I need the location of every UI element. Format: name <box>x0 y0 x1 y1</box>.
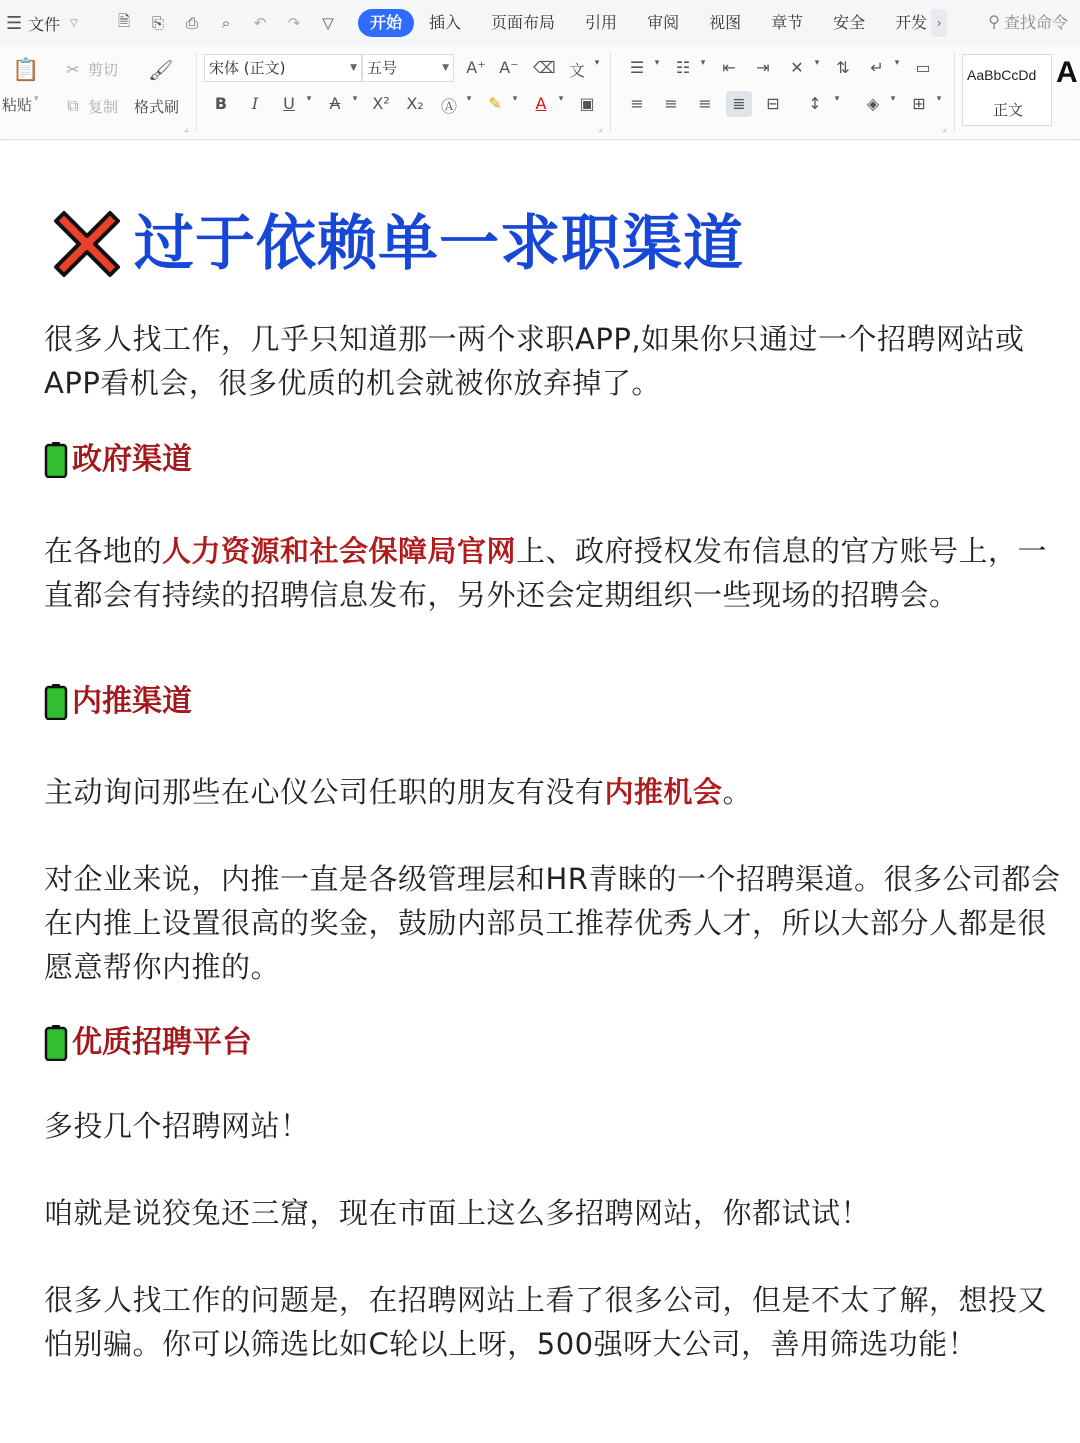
ribbon-tabs <box>358 9 947 37</box>
print-icon[interactable]: ⎙ <box>185 14 198 32</box>
clipboard-launcher-icon[interactable]: ⌟ <box>184 124 189 134</box>
chevron-down-icon[interactable]: ▾ <box>352 94 358 104</box>
command-search[interactable] <box>988 10 1068 33</box>
hamburger-icon: ☰ <box>6 12 23 34</box>
quick-access-dropdown-icon[interactable]: ▽ <box>322 14 334 32</box>
file-menu[interactable] <box>0 12 100 35</box>
document-title: 过于依赖单一求职渠道 <box>134 209 744 279</box>
section-heading-label: 优质招聘平台 <box>72 1025 252 1060</box>
text-effects-icon[interactable]: Ⓐ <box>440 97 457 116</box>
section-heading-label: 政府渠道 <box>72 442 192 477</box>
align-center-icon[interactable]: ≡ <box>664 94 678 113</box>
style-name: 正文 <box>992 101 1023 119</box>
phonetic-guide-icon[interactable]: 文 <box>568 61 585 80</box>
document-title-row <box>50 207 744 281</box>
quick-access-toolbar <box>114 11 338 36</box>
paragraph-text: 在各地的 <box>44 534 163 568</box>
battery-icon <box>44 684 68 720</box>
chevron-down-icon[interactable]: ▾ <box>700 58 706 68</box>
highlight-text: 内推机会 <box>604 775 723 809</box>
numbered-list-icon[interactable]: ☷ <box>675 58 691 77</box>
align-left-icon[interactable]: ≡ <box>630 94 644 113</box>
paste-icon[interactable]: 📋 <box>12 58 40 83</box>
borders-icon[interactable]: ⊞ <box>912 94 926 113</box>
character-border-icon[interactable]: ▣ <box>579 94 595 113</box>
style-normal[interactable] <box>962 54 1052 126</box>
underline-button[interactable]: U <box>283 94 295 113</box>
chevron-down-icon[interactable]: ▾ <box>814 58 820 68</box>
chevron-down-icon[interactable]: ▾ <box>512 94 518 104</box>
platforms-paragraph-1: 多投几个招聘网站！ <box>44 1109 310 1143</box>
tab-page-layout[interactable]: 页面布局 <box>491 13 556 32</box>
ribbon-divider <box>610 52 611 132</box>
section-heading-government <box>44 440 192 480</box>
print-preview-icon[interactable]: ⌕ <box>221 14 231 32</box>
undo-icon[interactable]: ↶ <box>253 14 267 32</box>
chevron-down-icon: ▽ <box>70 17 78 29</box>
copy-icon: ⧉ <box>67 96 79 115</box>
government-paragraph <box>44 529 1074 617</box>
format-painter-button[interactable]: 格式刷 <box>134 98 180 116</box>
tab-developer[interactable]: 开发 <box>895 13 928 32</box>
ruler-icon[interactable]: ▭ <box>915 58 931 77</box>
tab-sections[interactable]: 章节 <box>771 13 804 32</box>
decrease-indent-icon[interactable]: ⇤ <box>722 58 736 77</box>
intro-paragraph: 很多人找工作，几乎只知道那一两个求职APP,如果你只通过一个招聘网站或APP看机会，很多优质的机会就被你放弃掉了。 <box>44 322 1025 400</box>
bold-button[interactable]: B <box>214 94 228 113</box>
chevron-down-icon[interactable]: ▾ <box>654 58 660 68</box>
tab-insert[interactable]: 插入 <box>429 13 462 32</box>
sort-icon[interactable]: ⇅ <box>836 58 850 77</box>
section-heading-referral <box>44 682 192 722</box>
cross-mark-icon <box>50 207 124 281</box>
chinese-layout-icon[interactable]: ✕ <box>790 58 804 77</box>
ribbon-divider <box>196 52 197 132</box>
tab-review[interactable]: 审阅 <box>647 13 680 32</box>
chevron-down-icon: ▼ <box>442 63 449 73</box>
paste-button[interactable]: 粘贴 <box>2 96 33 114</box>
command-search-label: 查找命令 <box>1003 13 1068 32</box>
tab-home[interactable]: 开始 <box>358 9 414 37</box>
tab-references[interactable]: 引用 <box>585 13 618 32</box>
search-icon: ⚲ <box>988 12 1000 31</box>
clear-format-icon[interactable]: ⌫ <box>533 58 556 77</box>
italic-button[interactable]: I <box>251 94 259 113</box>
highlight-text: 人力资源和社会保障局官网 <box>162 534 517 568</box>
subscript-icon[interactable]: X₂ <box>406 94 424 113</box>
battery-icon <box>44 442 68 478</box>
shading-icon[interactable]: ◈ <box>866 94 880 113</box>
line-spacing-icon[interactable]: ↕ <box>808 94 822 113</box>
font-name-select[interactable] <box>204 54 362 82</box>
align-right-icon[interactable]: ≡ <box>698 94 712 113</box>
font-size-select[interactable] <box>362 54 454 82</box>
bullet-list-icon[interactable]: ☰ <box>629 58 645 77</box>
show-marks-icon[interactable]: ↵ <box>870 58 884 77</box>
platforms-paragraph-3: 很多人找工作的问题是，在招聘网站上看了很多公司，但是不太了解，想投又怕别骗。你可以筛选比如C轮以上呀，500强呀大公司，善用筛选功能！ <box>44 1283 1048 1361</box>
section-heading-label: 内推渠道 <box>72 684 192 719</box>
chevron-down-icon[interactable]: ▾ <box>890 94 896 104</box>
style-sample: AaBbCcDd <box>967 67 1037 83</box>
file-menu-label: 文件 <box>28 14 61 34</box>
increase-indent-icon[interactable]: ⇥ <box>756 58 770 77</box>
tab-security[interactable]: 安全 <box>833 13 866 32</box>
platforms-paragraph-2: 咱就是说狡兔还三窟，现在市面上这么多招聘网站，你都试试！ <box>44 1196 871 1230</box>
highlight-color-icon[interactable]: ✎ <box>488 94 502 113</box>
shrink-font-icon[interactable]: A⁻ <box>499 58 519 77</box>
distributed-align-icon[interactable]: ⊟ <box>766 94 780 113</box>
paragraph-launcher-icon[interactable]: ⌟ <box>942 124 947 134</box>
save-icon[interactable]: 🗎 <box>117 11 131 30</box>
format-painter-icon[interactable]: 🖌 <box>148 58 174 82</box>
ribbon-home <box>0 46 1080 140</box>
export-pdf-icon[interactable]: ⎘ <box>151 14 164 32</box>
scissors-icon: ✂ <box>66 60 80 79</box>
paragraph-text: 上、政府授权发布信息的官方账号上，一直都会有持续的招聘信息发布，另外还会定期组织一些现场的招聘会。 <box>44 534 1048 612</box>
superscript-icon[interactable]: X² <box>372 94 390 113</box>
paragraph-text: 。 <box>722 775 753 809</box>
align-justify-icon[interactable]: ≣ <box>726 91 752 117</box>
referral-paragraph-1 <box>44 770 1074 814</box>
document-page[interactable] <box>0 141 1080 1443</box>
referral-paragraph-2: 对企业来说，内推一直是各级管理层和HR青睐的一个招聘渠道。很多公司都会在内推上设置很高的奖金，鼓励内部员工推荐优秀人才，所以大部分人都是很愿意帮你内推的。 <box>44 862 1061 984</box>
cut-button[interactable]: 剪切 <box>88 61 119 79</box>
font-name-value: 宋体 (正文) <box>209 59 286 77</box>
copy-button[interactable]: 复制 <box>88 98 119 116</box>
font-color-icon[interactable]: A <box>535 94 547 113</box>
font-launcher-icon[interactable]: ⌟ <box>598 124 603 134</box>
menu-bar <box>0 0 1080 46</box>
style-heading-preview[interactable]: A <box>1056 56 1078 89</box>
redo-icon[interactable]: ↷ <box>287 14 301 32</box>
grow-font-icon[interactable]: A⁺ <box>466 58 486 77</box>
chevron-down-icon[interactable]: ▾ <box>936 94 942 104</box>
chevron-down-icon[interactable]: ▾ <box>894 58 900 68</box>
battery-icon <box>44 1025 68 1061</box>
tab-view[interactable]: 视图 <box>709 13 742 32</box>
strikethrough-icon[interactable]: A <box>329 94 341 113</box>
font-size-value: 五号 <box>367 59 398 77</box>
chevron-down-icon[interactable]: ▾ <box>558 94 564 104</box>
ribbon-divider <box>954 52 955 132</box>
tabs-scroll-right-icon[interactable]: › <box>931 9 947 37</box>
section-heading-platforms <box>44 1023 252 1063</box>
paragraph-text: 主动询问那些在心仪公司任职的朋友有没有 <box>44 775 605 809</box>
chevron-down-icon: ▼ <box>350 63 357 73</box>
chevron-down-icon[interactable]: ▾ <box>306 94 312 104</box>
paste-dropdown-icon[interactable]: ▾ <box>34 94 39 104</box>
chevron-down-icon[interactable]: ▾ <box>834 94 840 104</box>
chevron-down-icon[interactable]: ▾ <box>594 58 600 68</box>
chevron-down-icon[interactable]: ▾ <box>466 94 472 104</box>
